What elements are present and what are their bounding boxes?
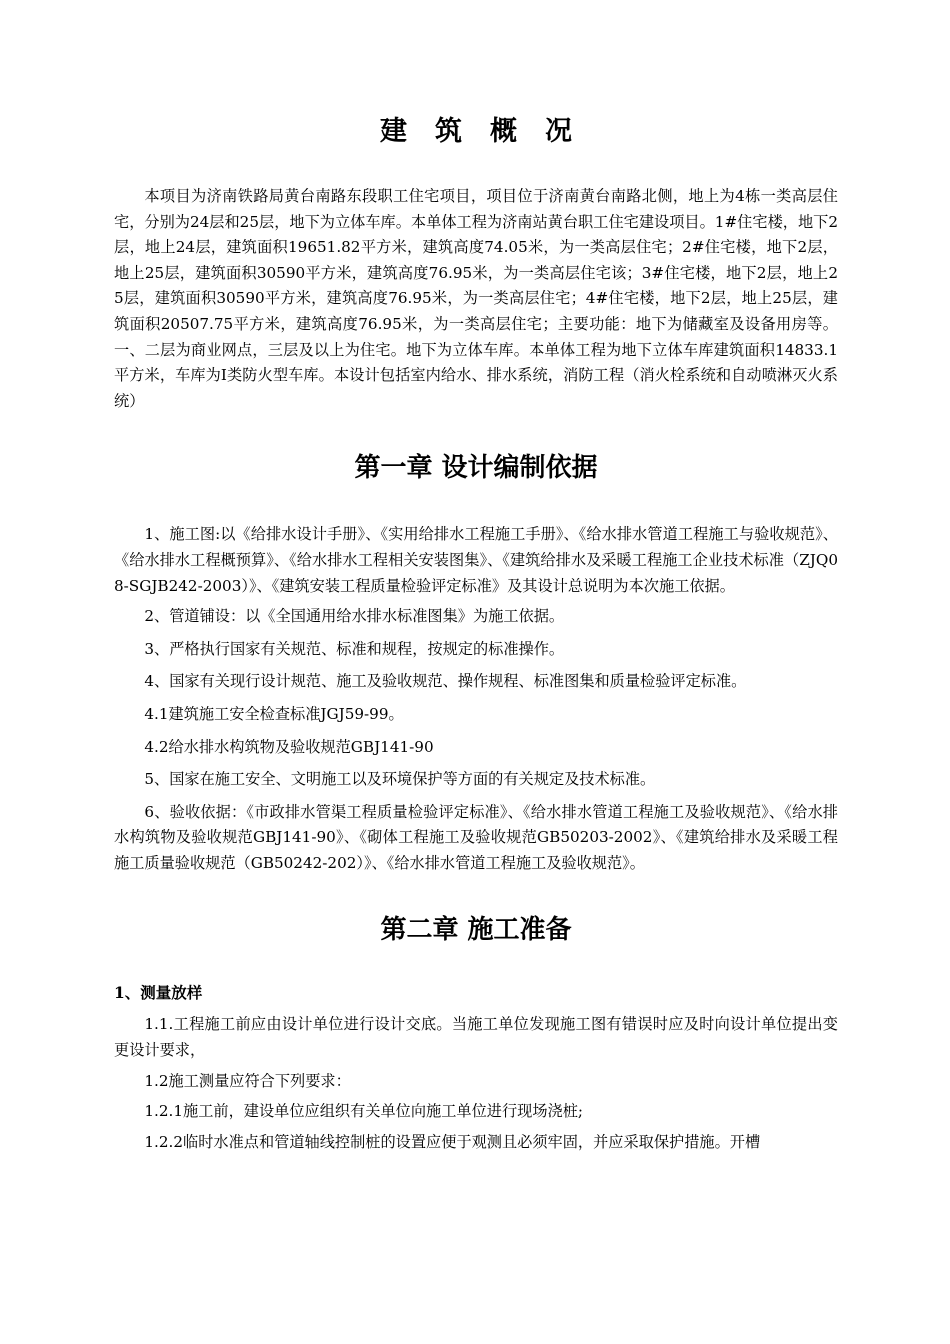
- overview-paragraph: 本项目为济南铁路局黄台南路东段职工住宅项目，项目位于济南黄台南路北侧，地上为4栋一类高层住宅，分别为24层和25层，地下为立体车库。本单体工程为济南站黄台职工住宅建设项目。1#住宅楼，地下2层，地上24层，建筑面积19651.82平方米，建筑高度74.05米，为一类高层住宅；2#住宅楼，地下2层，地上25层，建筑面积30590平方米，建筑高度76.95米，为一类高层住宅该；3#住宅楼，地下2层，地上25层，建筑面积30590平方米，建筑高度76.95米，为一类高层住宅；4#住宅楼，地下2层，地上25层，建筑面积20507.75平方米，建筑高度76.95米，为一类高层住宅；主要功能：地下为储藏室及设备用房等。一、二层为商业网点，三层及以上为住宅。地下为立体车库。本单体工程为地下立体车库建筑面积14833.1平方米，车库为Ⅰ类防火型车库。本设计包括室内给水、排水系统，消防工程（消火栓系统和自动喷淋灭火系统）: [114, 187, 838, 410]
- document-content: [114, 108, 838, 1160]
- section-survey-title: 1、测量放样: [114, 983, 203, 1003]
- chapter1-item-1: 1、施工图:以《给排水设计手册》、《实用给排水工程施工手册》、《给水排水管道工程施工与验收规范》、《给水排水工程概预算》、《给水排水工程相关安装图集》、《建筑给排水及采暖工程施工企业技术标准（ZJQ08-SGJB242-2003）》、《建筑安装工程质量检验评定标准》及其设计总说明为本次施工依据。: [114, 525, 838, 595]
- chapter1-item-3: 3、严格执行国家有关规范、标准和规程，按规定的标准操作。: [144, 639, 565, 658]
- chapter2-item-1-2-1: 1.2.1施工前，建设单位应组织有关单位向施工单位进行现场浇桩;: [144, 1102, 584, 1121]
- chapter2-title: 第二章 施工准备: [380, 915, 572, 946]
- chapter1-item-4: 4、国家有关现行设计规范、施工及验收规范、操作规程、标准图集和质量检验评定标准。: [144, 672, 747, 691]
- chapter2-item-1-2: 1.2施工测量应符合下列要求：: [144, 1071, 351, 1090]
- chapter1-title: 第一章 设计编制依据: [354, 453, 598, 484]
- chapter1-item-4-1: 4.1建筑施工安全检查标准JGJ59-99。: [144, 704, 404, 723]
- chapter1-item-6: 6、验收依据：《市政排水管渠工程质量检验评定标准》、《给水排水管道工程施工及验收规范》、《给水排水构筑物及验收规范GBJ141-90》、《砌体工程施工及验收规范GB50203-2002》、《建筑给排水及采暖工程施工质量验收规范（GB50242-202）》、《给水排水管道工程施工及验收规范》。: [114, 802, 838, 872]
- chapter1-item-2: 2、管道铺设：以《全国通用给水排水标准图集》为施工依据。: [144, 607, 565, 626]
- chapter1-item-4-2: 4.2给水排水构筑物及验收规范GBJ141-90: [144, 737, 434, 756]
- chapter1-item-5: 5、国家在施工安全、文明施工以及环境保护等方面的有关规定及技术标准。: [144, 770, 656, 789]
- chapter2-item-1-2-2: 1.2.2临时水准点和管道轴线控制桩的设置应便于观测且必须牢固，并应采取保护措施。开槽: [144, 1132, 761, 1151]
- overview-title: 建筑概况: [380, 116, 600, 147]
- chapter2-item-1-1: 1.1.工程施工前应由设计单位进行设计交底。当施工单位发现施工图有错误时应及时向设计单位提出变更设计要求，: [114, 1015, 838, 1060]
